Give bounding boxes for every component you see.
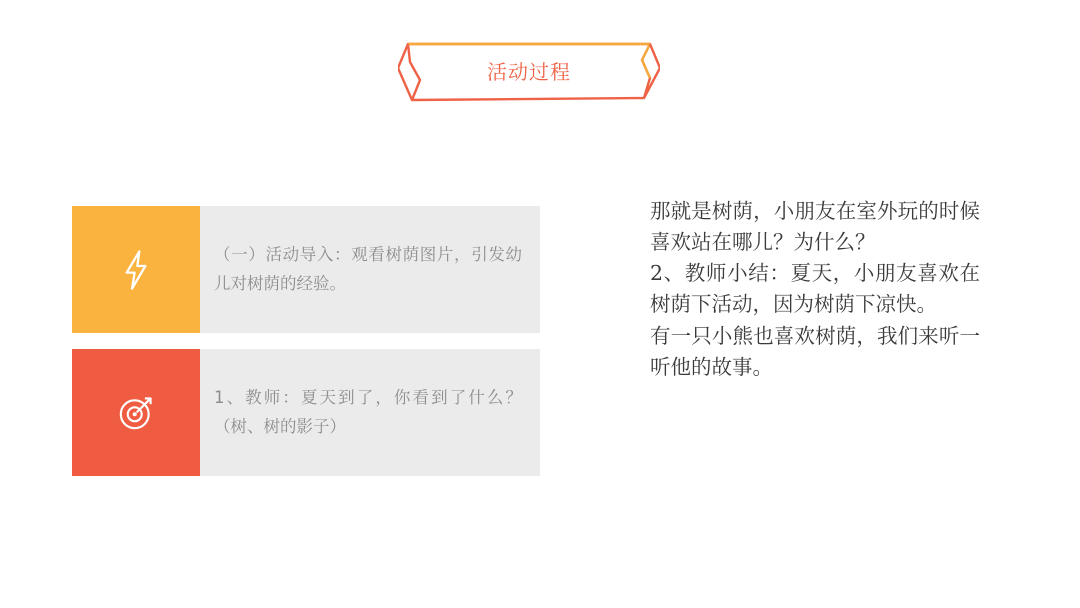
lightning-bolt-icon-tile: [72, 206, 200, 333]
right-paragraph-block: [650, 196, 980, 383]
list-item-label: 1、教师：夏天到了，你看到了什么？（树、树的影子）: [214, 387, 522, 436]
list-item-text-panel: [200, 206, 540, 333]
banner-title-text: 活动过程: [487, 60, 571, 84]
list-item-text-panel: [200, 349, 540, 476]
right-paragraph-text: 那就是树荫，小朋友在室外玩的时候喜欢站在哪儿？为什么？ 2、教师小结：夏天，小朋友喜欢在树荫下活动，因为树荫下凉快。 有一只小熊也喜欢树荫，我们来听一听他的故事。: [650, 199, 980, 379]
lightning-bolt-icon: [119, 250, 153, 290]
list-item-label: （一）活动导入：观看树荫图片，引发幼儿对树荫的经验。: [214, 244, 522, 293]
list-item: [72, 206, 540, 333]
target-icon-tile: [72, 349, 200, 476]
list-item: [72, 349, 540, 476]
activity-steps-list: [72, 206, 540, 492]
target-icon: [117, 394, 155, 432]
title-banner: [398, 38, 660, 106]
